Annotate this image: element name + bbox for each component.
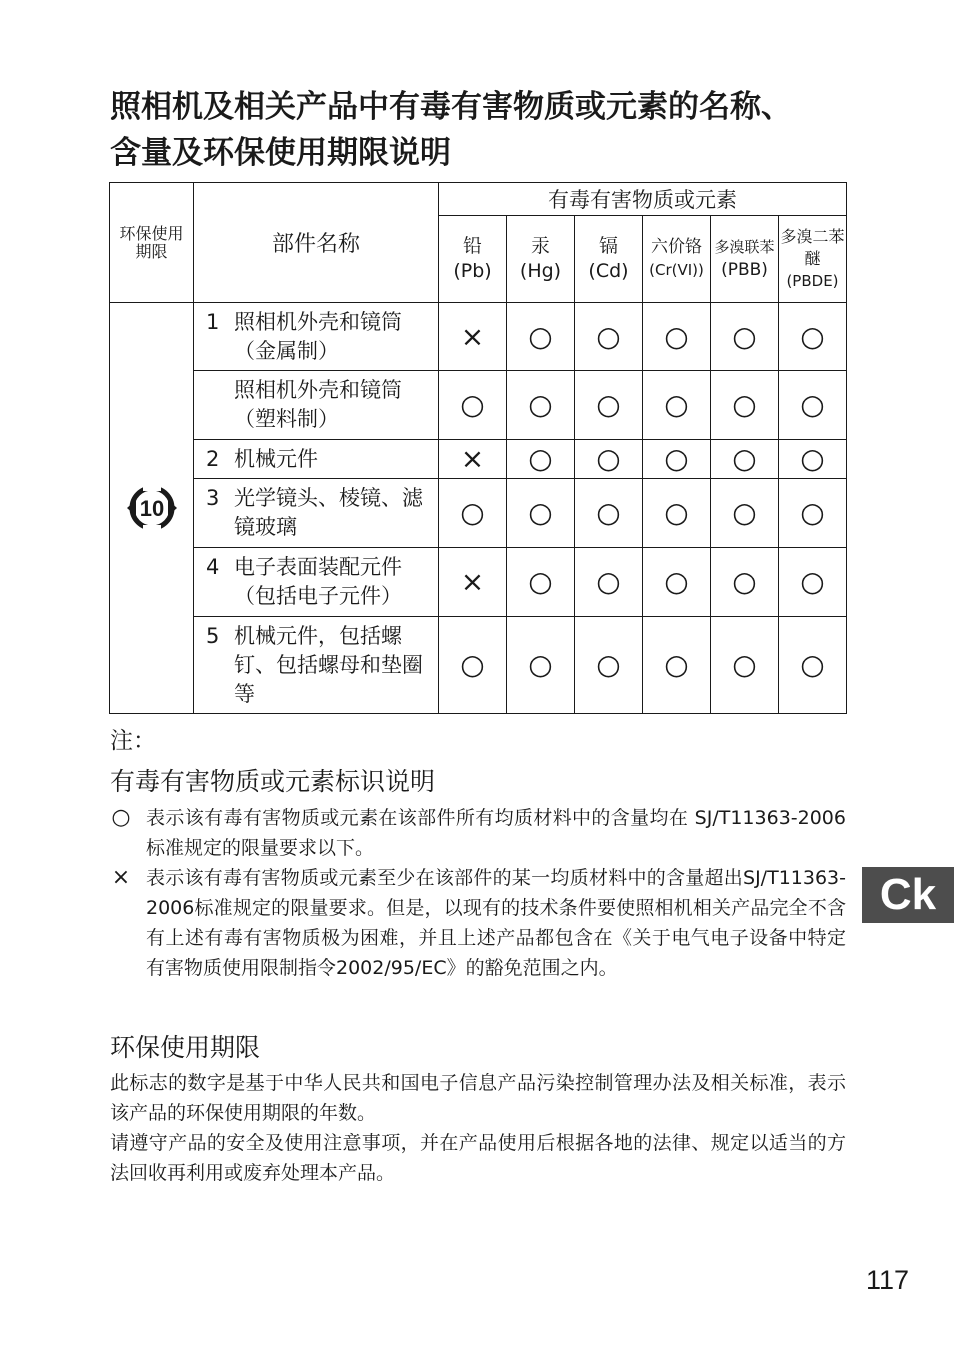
part-row-5: 5 机械元件，包括螺钉、包括螺母和垫圈等 [194,617,439,714]
element-header-cd: 镉 (Cd) [575,216,643,303]
period-paragraph-1: 此标志的数字是基于中华人民共和国电子信息产品污染控制管理办法及相关标准，表示该产品的环保使用期限的年数。 [110,1072,846,1124]
mark-cell: ○ [575,440,643,479]
env-period-number: 10 [139,496,164,521]
mark-cell: ○ [507,371,575,440]
col-header-substances: 有毒有害物质或元素 [439,183,847,216]
mark-cell: ○ [779,371,847,440]
legend-text: 表示该有毒有害物质或元素在该部件所有均质材料中的含量均在 SJ/T11363-2006标准规定的限量要求以下。 [146,807,846,859]
mark-cell: ○ [439,479,507,548]
mark-cell: ○ [575,303,643,371]
cross-icon: × [111,865,131,890]
part-row-2: 2 机械元件 [194,440,439,479]
legend-item-cross [110,863,846,983]
part-row-4: 4 电子表面装配元件（包括电子元件） [194,548,439,617]
mark-cell: ○ [575,371,643,440]
mark-cell: ○ [575,479,643,548]
mark-cell: ○ [711,371,779,440]
mark-cell: ○ [575,548,643,617]
mark-cell: ○ [711,440,779,479]
mark-cell: ○ [779,440,847,479]
mark-cell: ○ [711,617,779,714]
mark-cell: ○ [779,548,847,617]
mark-cell: × [439,303,507,371]
mark-cell: ○ [507,440,575,479]
hazardous-substances-table [109,182,847,714]
part-row-1b: 照相机外壳和镜筒（塑料制） [194,371,439,440]
mark-cell: × [439,548,507,617]
page-number: 117 [866,1265,910,1295]
mark-cell: ○ [575,617,643,714]
circle-icon: ○ [111,805,131,830]
mark-cell: ○ [507,548,575,617]
mark-cell: ○ [711,303,779,371]
part-row-1: 1 照相机外壳和镜筒（金属制） [194,303,439,371]
legend-text: 表示该有毒有害物质或元素至少在该部件的某一均质材料中的含量超出SJ/T11363-2006标准规定的限量要求。但是，以现有的技术条件要使照相机相关产品完全不含有上述有毒有害物质极为困难，并且上述产品都包含在《关于电气电子设备中特定有害物质使用限制指令2002/95/EC》的豁免范围之内。 [146,867,846,979]
mark-cell: ○ [779,303,847,371]
language-tab: Ck [862,867,954,923]
mark-cell: ○ [643,303,711,371]
mark-cell: ○ [643,479,711,548]
mark-cell: ○ [711,548,779,617]
mark-cell: × [439,440,507,479]
legend-heading: 有毒有害物质或元素标识说明 [110,767,436,796]
mark-cell: ○ [643,617,711,714]
element-header-pb: 铅 (Pb) [439,216,507,303]
element-header-pbde: 多溴二苯醚 (PBDE) [779,216,847,303]
period-heading: 环保使用期限 [110,1033,261,1062]
element-header-hg: 汞 (Hg) [507,216,575,303]
mark-cell: ○ [643,440,711,479]
mark-cell: ○ [711,479,779,548]
note-label: 注： [110,728,156,754]
element-header-pbb: 多溴联苯 (PBB) [711,216,779,303]
mark-cell: ○ [643,371,711,440]
period-paragraph-2: 请遵守产品的安全及使用注意事项，并在产品使用后根据各地的法律、规定以适当的方法回收再利用或废弃处理本产品。 [110,1132,846,1184]
mark-cell: ○ [779,479,847,548]
mark-cell: ○ [439,617,507,714]
page-title [110,84,870,176]
env-period-10-icon [110,479,193,537]
mark-cell: ○ [439,371,507,440]
env-period-cell [110,303,194,714]
mark-cell: ○ [507,303,575,371]
title-line-1: 照相机及相关产品中有毒有害物质或元素的名称、 [110,89,792,125]
mark-cell: ○ [507,479,575,548]
mark-cell: ○ [779,617,847,714]
part-row-3: 3 光学镜头、棱镜、滤镜玻璃 [194,479,439,548]
mark-cell: ○ [643,548,711,617]
mark-cell: ○ [507,617,575,714]
legend-item-circle [110,803,846,863]
col-header-env-period: 环保使用期限 [110,183,194,303]
element-header-cr6: 六价铬 (Cr(VI)) [643,216,711,303]
title-line-2: 含量及环保使用期限说明 [110,135,451,171]
col-header-part-name: 部件名称 [194,183,439,303]
